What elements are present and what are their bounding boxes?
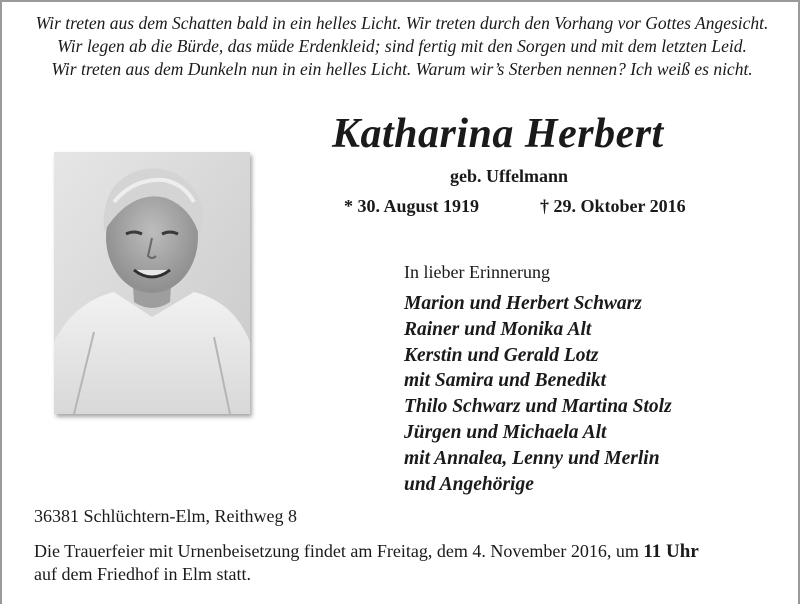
portrait-photo	[54, 152, 250, 414]
verse-line: Wir treten aus dem Dunkeln nun in ein helles Licht. Warum wir’s Sterben nennen? Ich weiß es nicht.	[51, 59, 753, 79]
mourner-line: Kerstin und Gerald Lotz	[404, 344, 599, 366]
ceremony-line-1	[34, 540, 784, 563]
verse-line: Wir legen ab die Bürde, das müde Erdenkleid; sind fertig mit den Sorgen und mit dem letzten Leid.	[57, 36, 747, 56]
ceremony-info	[34, 540, 784, 585]
mourner-line: mit Annalea, Lenny und Merlin	[404, 447, 660, 469]
ceremony-line-2: auf dem Friedhof in Elm statt.	[34, 564, 251, 584]
verse	[2, 12, 800, 81]
deceased-name: Katharina Herbert	[332, 111, 664, 157]
verse-line: Wir treten aus dem Schatten bald in ein helles Licht. Wir treten durch den Vorhang vor Gottes Angesicht.	[35, 13, 769, 33]
birth-date: * 30. August 1919	[344, 196, 480, 216]
mourner-line: Rainer und Monika Alt	[404, 318, 592, 340]
mourner-line: Thilo Schwarz und Martina Stolz	[404, 396, 672, 418]
ceremony-time: 11 Uhr	[643, 541, 699, 562]
mourner-line: Jürgen und Michaela Alt	[404, 421, 607, 443]
address: 36381 Schlüchtern-Elm, Reithweg 8	[34, 506, 297, 526]
mourner-line: mit Samira und Benedikt	[404, 370, 607, 392]
birth-name: geb. Uffelmann	[450, 166, 568, 186]
mourner-line: Marion und Herbert Schwarz	[404, 293, 642, 314]
ceremony-text: Die Trauerfeier mit Urnenbeisetzung findet am Freitag, dem 4. November 2016, um	[34, 541, 644, 561]
mourner-line: und Angehörige	[404, 473, 534, 495]
remembrance-intro: In lieber Erinnerung	[404, 262, 550, 282]
death-date: † 29. Oktober 2016	[540, 196, 686, 216]
mourners-list	[404, 291, 672, 497]
